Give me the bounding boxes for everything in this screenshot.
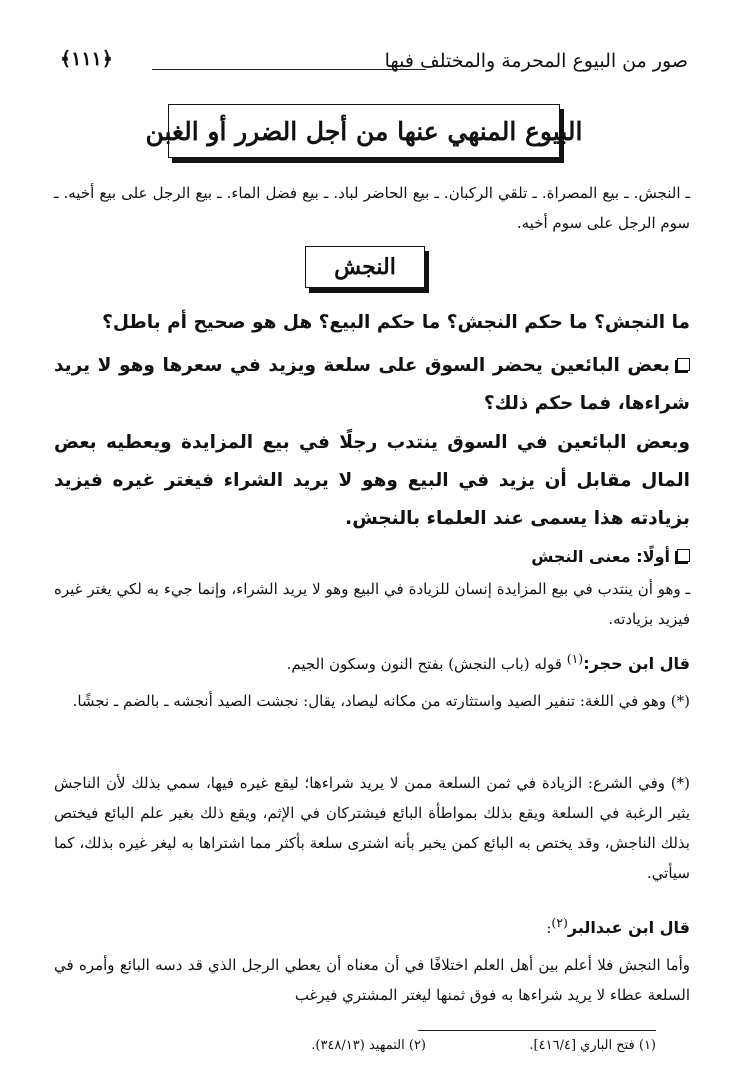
sharia-definition: (*) وفي الشرع: الزيادة في ثمن السلعة ممن لا يريد شراءها؛ ليقع غيره فيها، سمي بذلك لأن الناجش يثير الرغبة في السلعة ويقع بذلك بمواطأة البائع فيشتركان في الإثم، ويقع ذلك بغير علم البائع فيختص بذلك الناجش، وقد يختص به البائع كمن يخبر بأنه اشترى سلعة بأكثر مما اشتراها به ليغر غيره بذلك، كما سيأتي. bbox=[54, 774, 690, 882]
footnote-rule bbox=[418, 1030, 656, 1031]
main-title-box bbox=[145, 104, 583, 158]
question: ما النجش؟ ما حكم النجش؟ ما حكم البيع؟ هل هو صحيح أم باطل؟ bbox=[102, 312, 690, 333]
ibn-abdulbar-label: قال ابن عبدالبر bbox=[567, 918, 690, 937]
main-title: البيوع المنهي عنها من أجل الضرر أو الغبن bbox=[145, 116, 583, 146]
checkbox-icon bbox=[677, 549, 690, 562]
footnote-ref-2: (٢) bbox=[551, 915, 568, 930]
page-number: ﴿١١١﴾ bbox=[60, 48, 113, 70]
ibn-abdulbar-paragraph bbox=[54, 908, 690, 943]
ibn-hajar-paragraph bbox=[54, 644, 690, 679]
first-heading bbox=[54, 542, 690, 572]
abdulbar-text: وأما النجش فلا أعلم بين أهل العلم اختلافًا في أن معناه أن يعطي الرجل الذي قد دسه البائع وأمره في السلعة عطاء لا يريد شراءها به فوق ثمنها ليغتر المشتري فيرغب bbox=[54, 956, 690, 1004]
section-title-box bbox=[305, 246, 425, 288]
scenario-1 bbox=[54, 347, 690, 423]
ibn-abdulbar-colon: : bbox=[546, 919, 552, 937]
section-title: النجش bbox=[334, 254, 396, 280]
first-heading-text: أولًا: معنى النجش bbox=[531, 547, 670, 566]
footnote-ref-1: (١) bbox=[566, 651, 584, 666]
checkbox-icon bbox=[677, 358, 690, 371]
running-title: صور من البيوع المحرمة والمختلف فيها bbox=[384, 50, 688, 72]
ibn-hajar-label: قال ابن حجر: bbox=[583, 654, 690, 673]
page-header bbox=[60, 44, 688, 84]
ibn-hajar-text: قوله (باب النجش) بفتح النون وسكون الجيم. bbox=[286, 655, 567, 673]
footnote-2: (٢) التمهيد (٣٤٨/١٣). bbox=[311, 1038, 426, 1053]
scenario-1-text: بعض البائعين يحضر السوق على سلعة ويزيد في سعرها وهو لا يريد شراءها، فما حكم ذلك؟ bbox=[54, 355, 690, 414]
topics-list: ـ النجش. ـ بيع المصراة. ـ تلقي الركبان. ـ بيع الحاضر لباد. ـ بيع فضل الماء. ـ بيع الرجل على بيع أخيه. ـ سوم الرجل على سوم أخيه. bbox=[54, 184, 690, 232]
header-rule bbox=[152, 69, 426, 70]
language-definition: (*) وهو في اللغة: تنفير الصيد واستثارته من مكانه ليصاد، يقال: نجشت الصيد أنجشه ـ بالضم ـ نجشًا. bbox=[72, 692, 690, 710]
scenario-2: وبعض البائعين في السوق ينتدب رجلًا في بيع المزايدة ويعطيه بعض المال مقابل أن يزيد في البيع وهو لا يريد الشراء فيغتر غيره فيزيد بزيادته هذا يسمى عند العلماء بالنجش. bbox=[54, 432, 690, 529]
meaning-text: ـ وهو أن ينتدب في بيع المزايدة إنسان للزيادة في البيع وهو لا يريد الشراء، وإنما جيء به لكي يغتر غيره فيزيد بزيادته. bbox=[54, 580, 690, 628]
footnote-1: (١) فتح الباري [٤١٦/٤]. bbox=[529, 1038, 656, 1053]
